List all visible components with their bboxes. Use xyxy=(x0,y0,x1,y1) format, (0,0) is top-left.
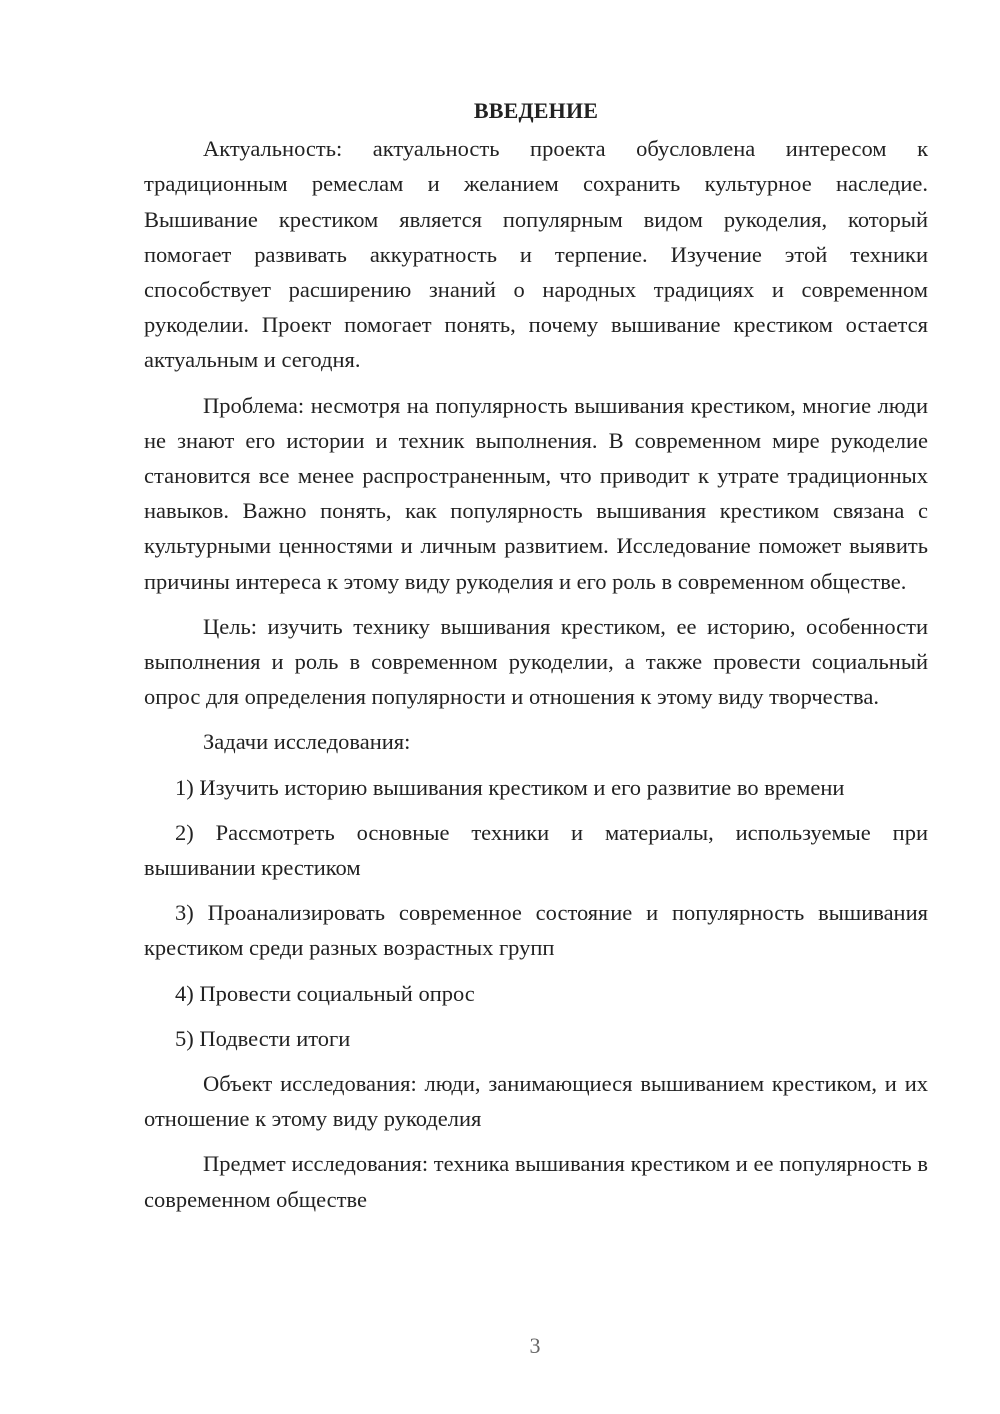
tasks-list xyxy=(144,770,928,1056)
tasks-label: Задачи исследования: xyxy=(203,729,411,755)
section-heading: ВВЕДЕНИЕ xyxy=(473,98,599,123)
object-paragraph: Объект исследования: люди, занимающиеся вышиванием крестиком, и их отношение к этому виду рукоделия xyxy=(144,1071,928,1132)
task-item-1: 1) Изучить историю вышивания крестиком и его развитие во времени xyxy=(175,774,845,800)
page-number: 3 xyxy=(529,1333,541,1358)
task-item-3: 3) Проанализировать современное состояние и популярность вышивания крестиком среди разных возрастных групп xyxy=(144,900,928,961)
page-content xyxy=(144,93,928,1227)
relevance-paragraph: Актуальность: актуальность проекта обусловлена интересом к традиционным ремеслам и желанием сохранить культурное наследие. Вышивание крестиком является популярным видом рукоделия, который помогает развивать аккуратность и терпение. Изучение этой техники способствует расширению знаний о народных традициях и современном рукоделии. Проект помогает понять, почему вышивание крестиком остается актуальным и сегодня. xyxy=(144,136,928,373)
task-item-2: 2) Рассмотреть основные техники и материалы, используемые при вышивании крестиком xyxy=(144,819,928,881)
task-item-5: 5) Подвести итоги xyxy=(175,1025,351,1051)
goal-paragraph: Цель: изучить технику вышивания крестиком, ее историю, особенности выполнения и роль в современном рукоделии, а также провести социальный опрос для определения популярности и отношения к этому виду творчества. xyxy=(144,613,928,710)
subject-paragraph: Предмет исследования: техника вышивания крестиком и ее популярность в современном обществе xyxy=(144,1151,928,1212)
problem-paragraph: Проблема: несмотря на популярность вышивания крестиком, многие люди не знают его истории и техник выполнения. В современном мире рукоделие становится все менее распространенным, что приводит к утрате традиционных навыков. Важно понять, как популярность вышивания крестиком связана с культурными ценностями и личным развитием. Исследование поможет выявить причины интереса к этому виду рукоделия и его роль в современном обществе. xyxy=(144,392,928,594)
task-item-4: 4) Провести социальный опрос xyxy=(175,980,475,1006)
